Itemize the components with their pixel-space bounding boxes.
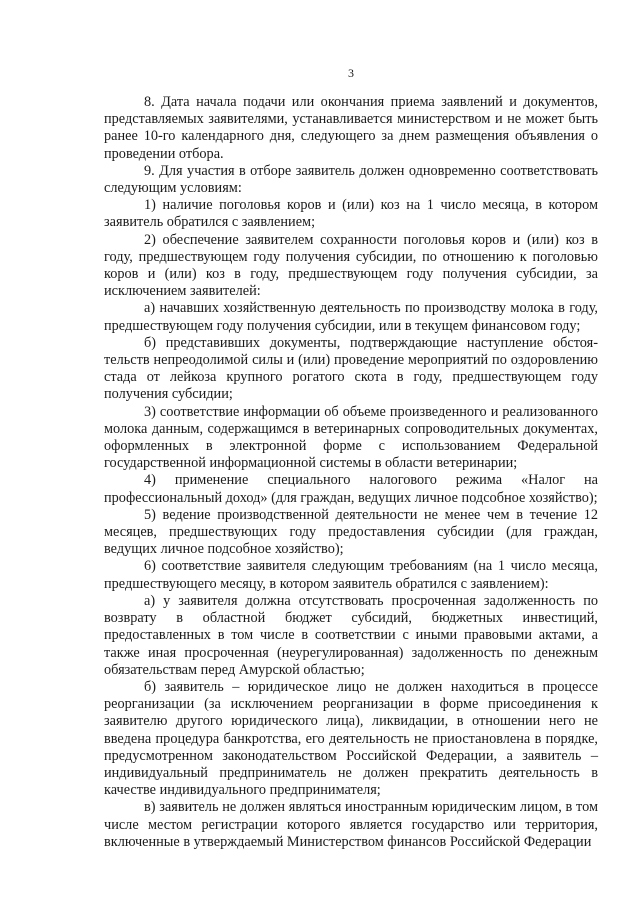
paragraph-9-item-6-a: а) у заявителя должна отсутствовать просроченная задолженность по возврату в областной бюджет субсидий, бюджетных инвестиций, предоставленных в том числе в соответствии с иными правовыми актами, а также иная просроченная (неурегулированная) задолженность по денежным обязательствам перед Амурской областью;	[104, 592, 598, 678]
paragraph-9-item-2: 2) обеспечение заявителем сохранности поголовья коров и (или) коз в году, предшествующем году получения субсидии, по отношению к поголовью коров и (или) коз в году, предшествующем году получения субсидии, за исключением заявителей:	[104, 231, 598, 300]
page-number: 3	[348, 66, 354, 80]
paragraph-9: 9. Для участия в отборе заявитель должен одновременно соответствовать следующим условиям:	[104, 162, 598, 197]
paragraph-9-item-6: 6) соответствие заявителя следующим требованиям (на 1 число месяца, предшествующего месяцу, в котором заявитель обратился с заявлением):	[104, 558, 598, 592]
paragraph-9-item-1: 1) наличие поголовья коров и (или) коз на 1 число месяца, в котором заявитель обратился с заявлением;	[104, 197, 598, 231]
paragraph-9-item-5: 5) ведение производственной деятельности не менее чем в течение 12 месяцев, предшествующих году предоставления субсидии (для граждан, ведущих личное подсобное хозяйство);	[104, 506, 598, 558]
paragraph-9-item-6-v: в) заявитель не должен являться иностранным юридическим лицом, в том числе местом регистрации которого является государство или территория, включенные в утверждаемый Министерством финансов Российской Федерации	[104, 799, 598, 850]
paragraph-9-item-2-b: б) представивших документы, подтверждающие наступление обстоятельств непреодолимой силы и (или) проведение мероприятий по оздоровлению стада от лейкоза крупного рогатого скота в году, предшествующем году получения субсидии;	[104, 334, 598, 403]
paragraph-8: 8. Дата начала подачи или окончания приема заявлений и документов, представляемых заявителями, устанавливается министерством и не может быть ранее 10-го календарного дня, следующего за днем размещения объявления о проведении отбора.	[104, 94, 598, 162]
paragraph-9-item-6-b: б) заявитель – юридическое лицо не должен находиться в процессе реорганизации (за исключением реорганизации в форме присоединения к заявителю другого юридического лица), ликвидации, в отношении него не введена процедура банкротства, его деятельность не приостановлена в порядке, предусмотренном законодательством Российской Федерации, а заявитель – индивидуальный предприниматель не должен прекратить деятельность в качестве индивидуального предпринимателя;	[104, 678, 598, 799]
paragraph-9-item-4: 4) применение специального налогового режима «Налог на профессиональный доход» (для граждан, ведущих личное подсобное хозяйство);	[104, 472, 598, 506]
paragraph-9-item-2-a: а) начавших хозяйственную деятельность по производству молока в году, предшествующем году получения субсидии, или в текущем финансовом году;	[104, 300, 598, 334]
paragraph-9-item-3: 3) соответствие информации об объеме произведенного и реализованного молока данным, содержащимся в ветеринарных сопроводительных документах, оформленных в электронной форме с использованием Федеральной государственной информационной системы в области ветеринарии;	[104, 403, 598, 472]
